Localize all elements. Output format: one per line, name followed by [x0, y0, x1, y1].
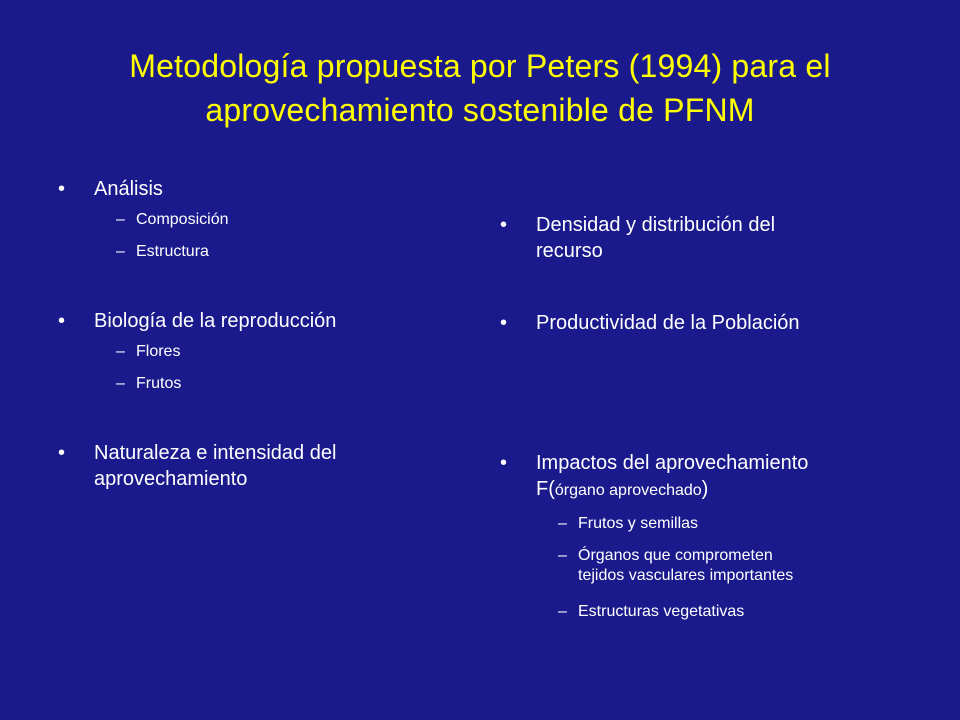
impactos-suffix: ) [701, 478, 709, 500]
bullet-naturaleza-line-2: aprovechamiento [94, 468, 248, 490]
bullet-densidad-label [536, 212, 775, 264]
impactos-prefix: F( [536, 478, 555, 500]
sub-frutos [116, 374, 181, 394]
sub-organos-label [578, 546, 793, 586]
bullet-marker: • [500, 452, 508, 474]
dash-marker: – [116, 243, 125, 260]
bullet-naturaleza-label [94, 440, 336, 492]
bullet-marker: • [58, 442, 66, 464]
dash-marker: – [116, 375, 125, 392]
impactos-organo: órgano aprovechado [554, 482, 702, 499]
sub-organos-line-2: tejidos vasculares importantes [578, 567, 794, 584]
sub-flores [116, 342, 180, 362]
slide-title [40, 44, 920, 132]
sub-estructuras-vegetativas [558, 602, 744, 622]
bullet-marker: • [58, 178, 66, 200]
bullet-impactos-line-1: Impactos del aprovechamiento [536, 452, 809, 474]
sub-organos-line-1: Órganos que comprometen [578, 547, 773, 564]
bullet-productividad [500, 310, 800, 336]
sub-frutos-semillas-label: Frutos y semillas [578, 515, 699, 532]
sub-frutos-label: Frutos [136, 375, 182, 392]
sub-estructura [116, 242, 209, 262]
bullet-analisis-label: Análisis [94, 178, 163, 200]
dash-marker: – [558, 547, 567, 564]
bullet-marker: • [58, 310, 66, 332]
bullet-naturaleza-line-1: Naturaleza e intensidad del [94, 442, 337, 464]
sub-flores-label: Flores [136, 343, 181, 360]
bullet-biologia-label: Biología de la reproducción [94, 310, 337, 332]
bullet-marker: • [500, 214, 508, 236]
dash-marker: – [558, 515, 567, 532]
bullet-impactos [500, 450, 808, 504]
sub-organos [558, 546, 793, 586]
sub-estructuras-vegetativas-label: Estructuras vegetativas [578, 603, 745, 620]
slide-title-line-1: Metodología propuesta por Peters (1994) para el [129, 48, 831, 84]
sub-estructura-label: Estructura [136, 243, 209, 260]
sub-composicion [116, 210, 228, 230]
bullet-biologia [58, 308, 336, 334]
bullet-marker: • [500, 312, 508, 334]
bullet-impactos-line-2 [536, 476, 808, 504]
bullet-densidad-line-1: Densidad y distribución del [536, 214, 776, 236]
bullet-productividad-label: Productividad de la Población [536, 312, 800, 334]
bullet-impactos-label [536, 450, 808, 504]
bullet-naturaleza [58, 440, 336, 492]
dash-marker: – [116, 211, 125, 228]
slide-title-line-2: aprovechamiento sostenible de PFNM [205, 92, 755, 128]
sub-frutos-semillas [558, 514, 698, 534]
bullet-densidad-line-2: recurso [536, 240, 603, 262]
dash-marker: – [558, 603, 567, 620]
sub-composicion-label: Composición [136, 211, 229, 228]
bullet-analisis [58, 176, 163, 202]
dash-marker: – [116, 343, 125, 360]
bullet-densidad [500, 212, 775, 264]
